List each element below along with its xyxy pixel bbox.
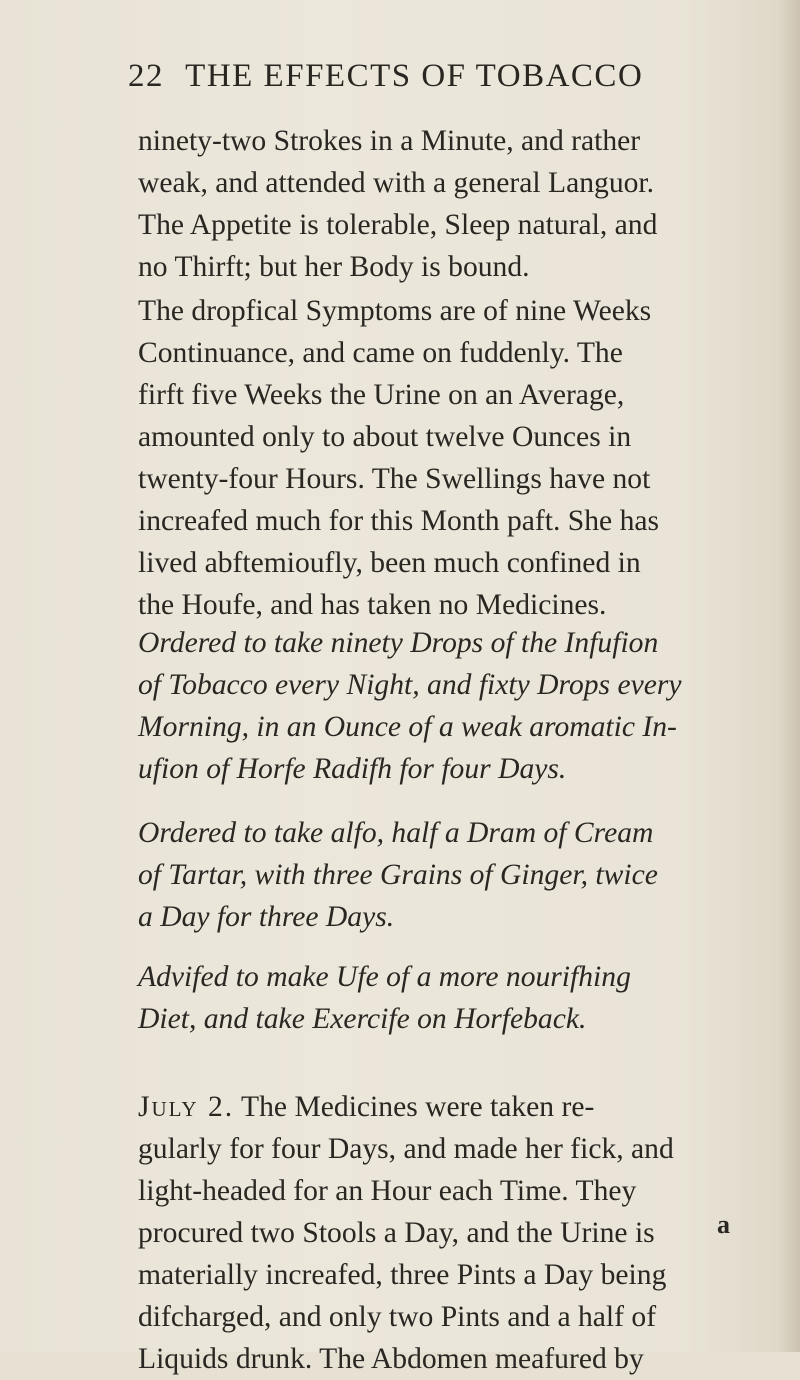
text-line: ufion of Horfe Radifh for four Days. (138, 753, 567, 785)
text-line: weak, and attended with a general Languor. (138, 167, 655, 199)
text-line: difcharged, and only two Pints and a half of (138, 1301, 657, 1333)
text-line: the Houfe, and has taken no Medicines. (138, 589, 607, 621)
catchword: a (717, 1210, 730, 1239)
text-line: Liquids drunk. The Abdomen meafured by (138, 1343, 644, 1375)
text-line: Ordered to take alfo, half a Dram of Cream (138, 817, 654, 849)
text-line: a Day for three Days. (138, 901, 395, 933)
paragraph-5 (138, 956, 738, 1040)
text-line: of Tobacco every Night, and fixty Drops every (138, 669, 682, 701)
text-line: lived abftemioufly, been much confined in (138, 547, 641, 579)
text-line: light-headed for an Hour each Time. They (138, 1175, 637, 1207)
text-line (138, 1086, 738, 1128)
text-line: procured two Stools a Day, and the Urine is (138, 1217, 655, 1249)
text-line: Continuance, and came on fuddenly. The (138, 337, 623, 369)
text-line: Diet, and take Exercife on Horfeback. (138, 1003, 587, 1035)
text-line: ninety-two Strokes in a Minute, and rather (138, 125, 641, 157)
text-line: firft five Weeks the Urine on an Average, (138, 379, 625, 411)
text-line: increafed much for this Month paft. She has (138, 505, 660, 537)
text-line: The Appetite is tolerable, Sleep natural, and (138, 209, 658, 241)
text-line: materially increafed, three Pints a Day being (138, 1259, 667, 1291)
text-line: amounted only to about twelve Ounces in (138, 421, 632, 453)
text-line: gularly for four Days, and made her fick, and (138, 1133, 674, 1165)
text-line: Morning, in an Ounce of a weak aromatic In- (138, 711, 677, 743)
paragraph-1 (138, 120, 738, 288)
text-line: Advifed to make Ufe of a more nourifhing (138, 961, 631, 993)
text-line: no Thirft; but her Body is bound. (138, 251, 530, 283)
text-line-rest: The Medicines were taken re- (241, 1091, 595, 1123)
text-line: The dropfical Symptoms are of nine Weeks (138, 295, 652, 327)
text-line: twenty-four Hours. The Swellings have not (138, 463, 651, 495)
page-number: 22 (128, 58, 164, 94)
date-label: July 2. (138, 1091, 235, 1123)
page-edge-shadow (778, 0, 800, 1352)
running-header (128, 58, 643, 95)
paragraph-4 (138, 812, 738, 938)
text-line: Ordered to take ninety Drops of the Infufion (138, 627, 659, 659)
running-title: THE EFFECTS OF TOBACCO (185, 58, 644, 94)
paragraph-2 (138, 290, 738, 626)
paragraph-3 (138, 622, 738, 790)
text-line: of Tartar, with three Grains of Ginger, twice (138, 859, 658, 891)
paragraph-6 (138, 1086, 738, 1380)
